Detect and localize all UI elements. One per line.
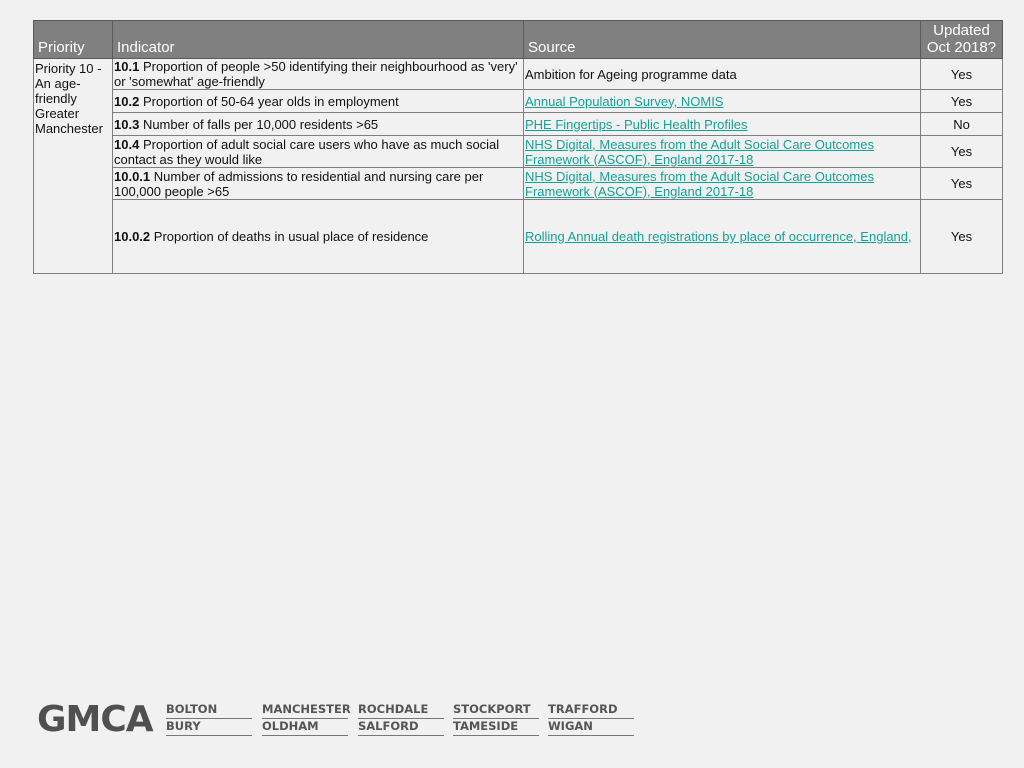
source-link[interactable]: NHS Digital, Measures from the Adult Social Care Outcomes Framework (ASCOF), England 2017-18 — [525, 168, 874, 199]
header-priority: Priority — [34, 21, 113, 59]
source-cell — [524, 113, 921, 136]
source-link[interactable]: NHS Digital, Measures from the Adult Social Care Outcomes Framework (ASCOF), England 2017-18 — [525, 136, 874, 167]
table-row — [34, 168, 1003, 200]
header-updated: Updated Oct 2018? — [921, 21, 1003, 59]
indicator-cell — [113, 200, 524, 274]
source-cell — [524, 168, 921, 200]
borough-label: ROCHDALE — [358, 703, 444, 719]
indicator-text: Proportion of 50-64 year olds in employment — [142, 93, 399, 109]
indicator-text: Proportion of adult social care users who have as much social contact as they would like — [114, 136, 500, 167]
indicator-code: 10.2 — [114, 93, 140, 109]
updated-cell: Yes — [921, 59, 1003, 90]
priority-cell: Priority 10 - An age-friendly Greater Manchester — [34, 59, 113, 274]
borough-label: WIGAN — [548, 720, 634, 736]
updated-cell: Yes — [921, 168, 1003, 200]
indicator-code: 10.3 — [114, 116, 140, 132]
source-cell — [524, 200, 921, 274]
indicator-text: Number of admissions to residential and nursing care per 100,000 people >65 — [114, 168, 484, 199]
source-link[interactable]: Annual Population Survey, NOMIS — [525, 93, 724, 109]
source-cell — [524, 90, 921, 113]
indicator-text: Number of falls per 10,000 residents >65 — [142, 116, 379, 132]
gmca-logo: GMCA — [37, 699, 153, 740]
indicator-code: 10.4 — [114, 136, 140, 152]
indicator-cell — [113, 168, 524, 200]
source-cell — [524, 136, 921, 168]
indicators-table — [33, 20, 1003, 274]
borough-label: TAMESIDE — [453, 720, 539, 736]
borough-label: STOCKPORT — [453, 703, 539, 719]
table-row — [34, 136, 1003, 168]
table-row — [34, 90, 1003, 113]
indicator-code: 10.0.2 — [114, 229, 151, 244]
indicator-code: 10.0.1 — [114, 168, 151, 184]
indicator-cell — [113, 136, 524, 168]
source-link[interactable]: PHE Fingertips - Public Health Profiles — [525, 116, 748, 132]
table-header-row — [34, 21, 1003, 59]
table-row — [34, 200, 1003, 274]
updated-cell: Yes — [921, 90, 1003, 113]
header-source: Source — [524, 21, 921, 59]
indicator-cell — [113, 113, 524, 136]
indicator-text: Proportion of deaths in usual place of residence — [153, 229, 429, 244]
source-cell: Ambition for Ageing programme data — [524, 59, 921, 90]
borough-label: BOLTON — [166, 703, 252, 719]
header-indicator: Indicator — [113, 21, 524, 59]
updated-cell: Yes — [921, 200, 1003, 274]
borough-label: TRAFFORD — [548, 703, 634, 719]
updated-cell: Yes — [921, 136, 1003, 168]
indicator-cell — [113, 90, 524, 113]
borough-label: MANCHESTER — [262, 703, 348, 719]
indicator-cell — [113, 59, 524, 90]
borough-label: OLDHAM — [262, 720, 348, 736]
table-row — [34, 59, 1003, 90]
table-row — [34, 113, 1003, 136]
borough-label: BURY — [166, 720, 252, 736]
indicator-code: 10.1 — [114, 59, 140, 74]
updated-cell: No — [921, 113, 1003, 136]
borough-label: SALFORD — [358, 720, 444, 736]
source-link[interactable]: Rolling Annual death registrations by place of occurrence, England, — [525, 229, 912, 244]
indicator-text: Proportion of people >50 identifying their neighbourhood as 'very' or 'somewhat' age-friendly — [114, 59, 518, 89]
